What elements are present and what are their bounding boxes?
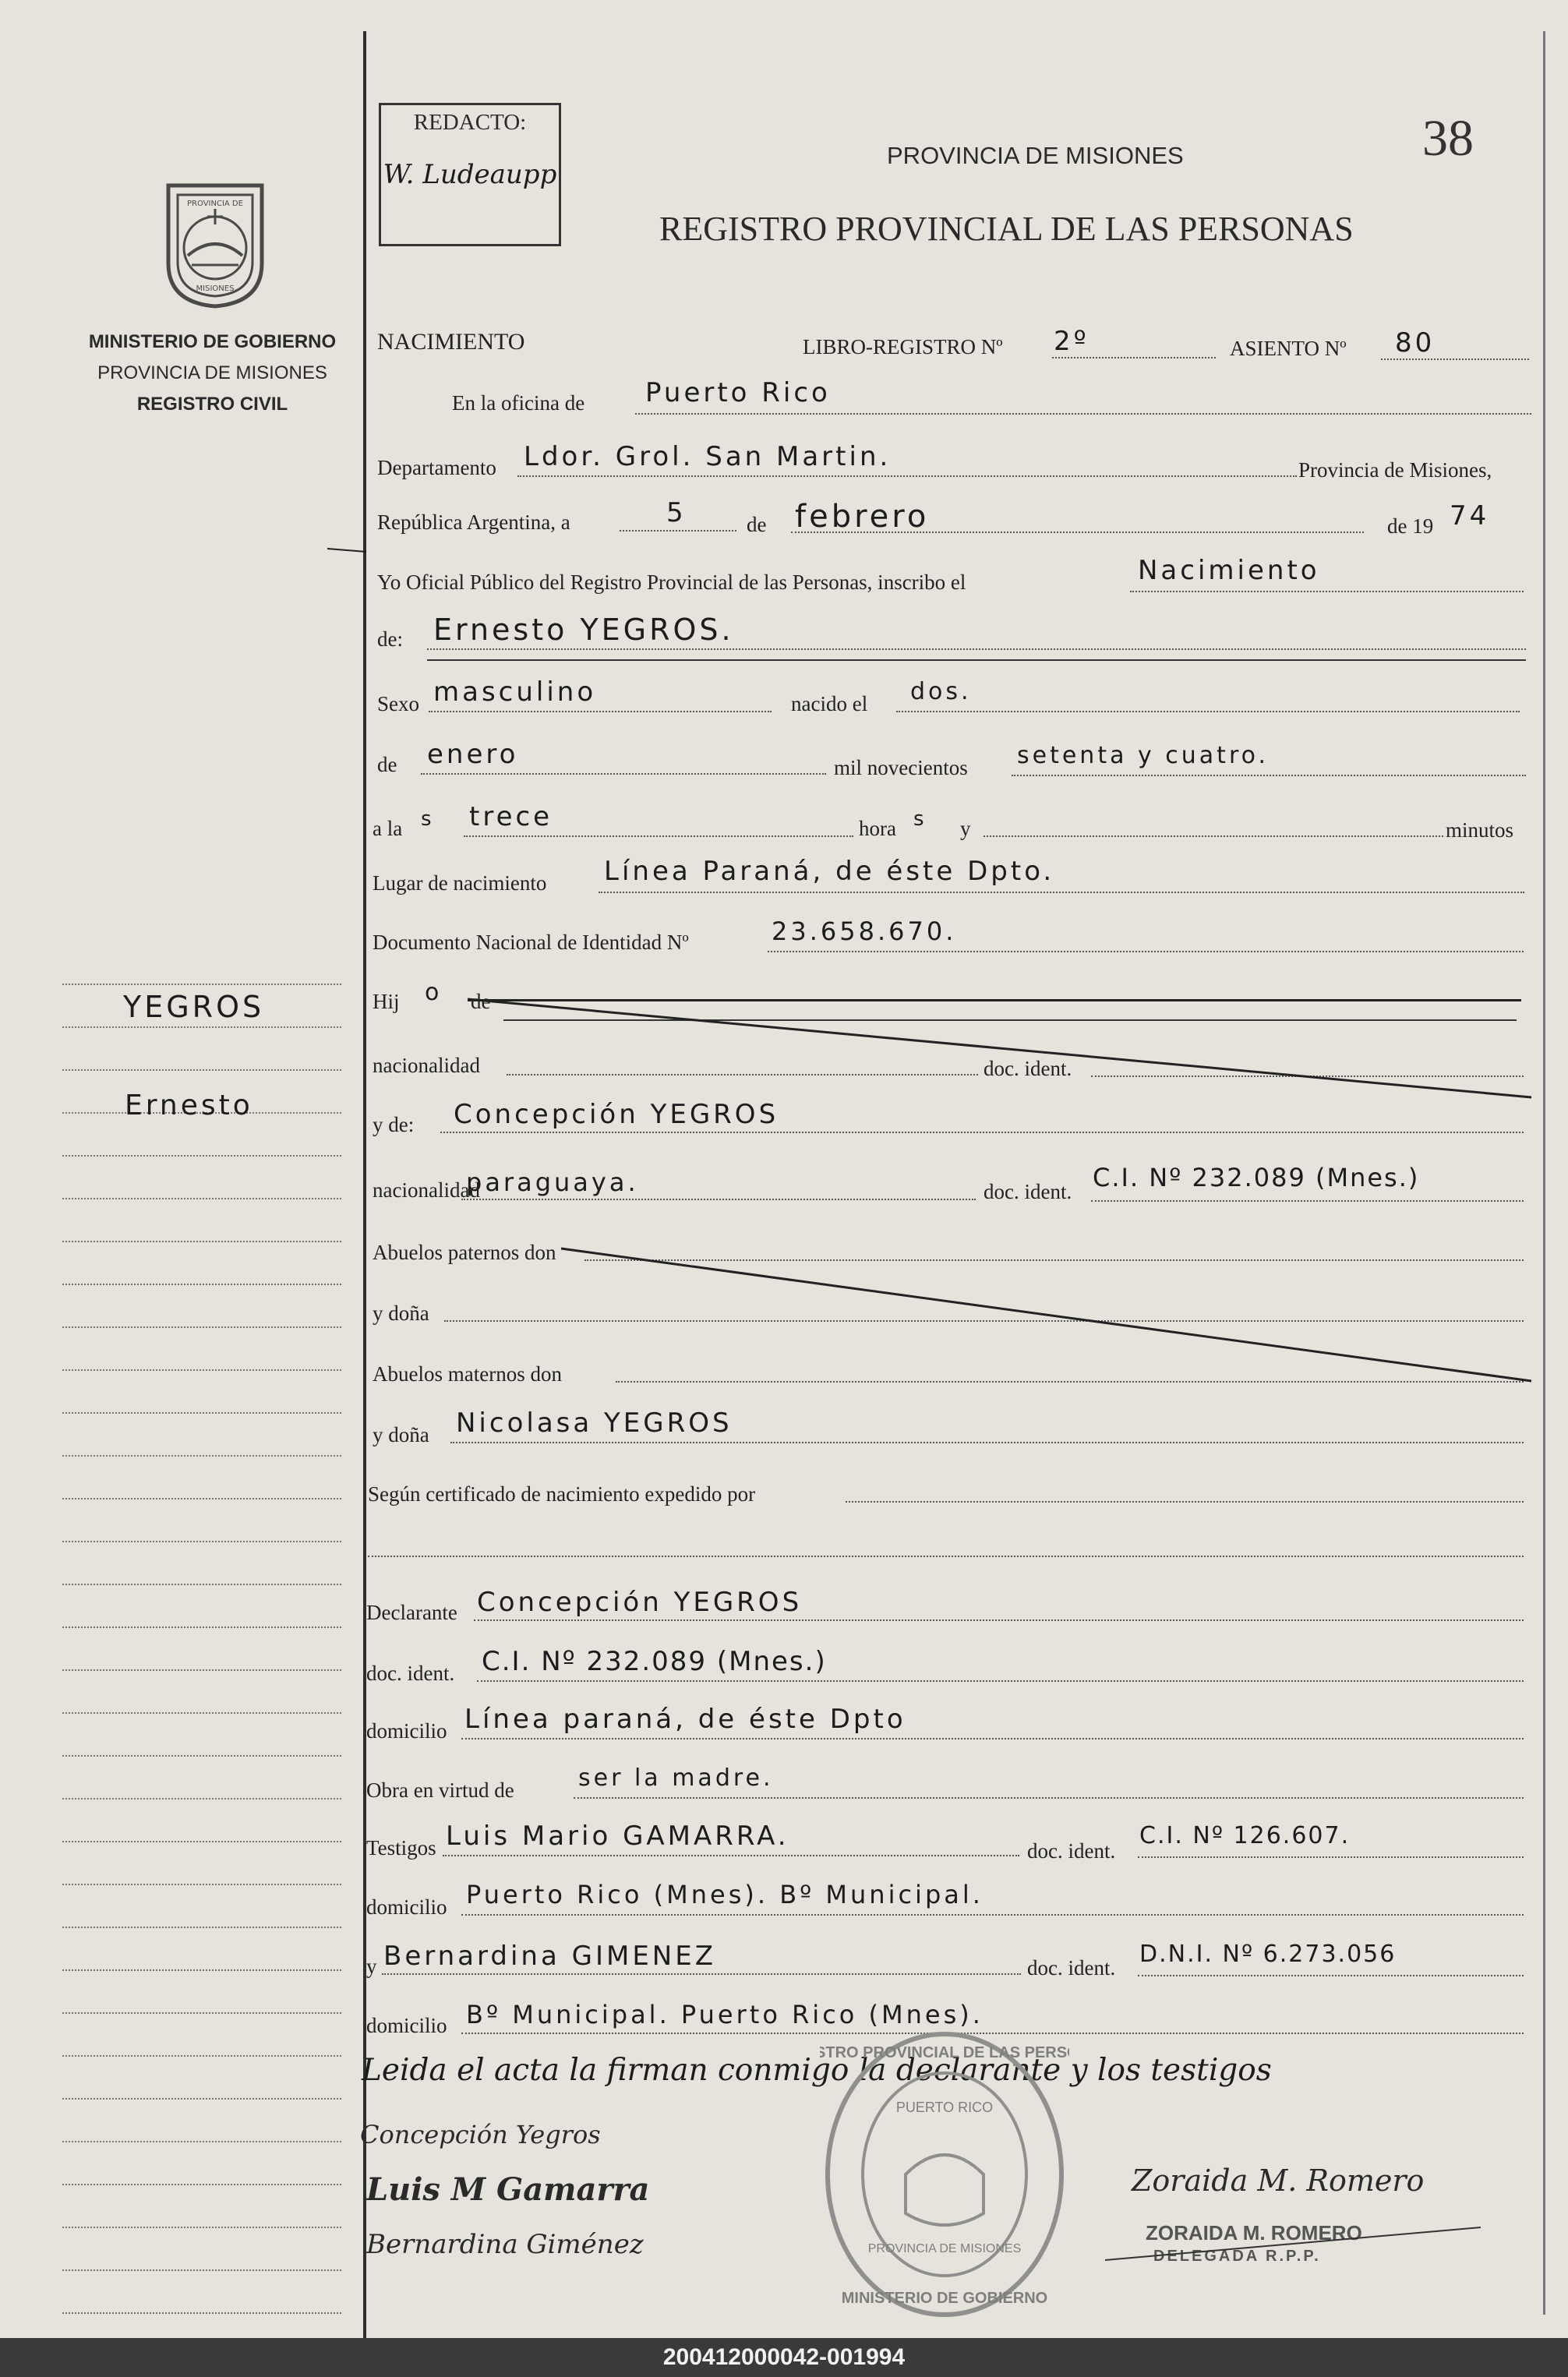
oficina-value: Puerto Rico [645, 377, 831, 408]
firma-testigo2: Bernardina Giménez [366, 2229, 644, 2260]
yde-label: y de: [373, 1113, 415, 1136]
lugar-value: Línea Paraná, de éste Dpto. [604, 856, 1055, 887]
declarante-label: Declarante [366, 1601, 457, 1624]
y-testigo-label: y [366, 1955, 377, 1978]
registry-title: REGISTRO PROVINCIAL DE LAS PERSONAS [659, 210, 1354, 248]
stamp-inner-top: PUERTO RICO [895, 2100, 994, 2115]
departamento-value: Ldor. Grol. San Martin. [524, 441, 892, 472]
civil-registry-label: REGISTRO CIVIL [136, 394, 288, 415]
doc-ident-label: doc. ident. [984, 1057, 1072, 1080]
redacto-signature: W. Ludeaupp [383, 159, 557, 190]
nacionalidad2-label: nacionalidad [373, 1178, 480, 1202]
doc-ident3-value: C.I. Nº 232.089 (Mnes.) [482, 1646, 827, 1677]
doc-ident2-value: C.I. Nº 232.089 (Mnes.) [1093, 1163, 1420, 1192]
firma-declarante: Concepción Yegros [360, 2120, 601, 2149]
anio-nac-value: setenta y cuatro. [1017, 742, 1269, 769]
nacionalidad2-value: paraguaya. [466, 1167, 639, 1197]
hij-value: o [425, 979, 443, 1006]
oficina-label: En la oficina de [452, 391, 585, 415]
mil-label: mil novecientos [834, 756, 968, 779]
inscribo-value: Nacimiento [1138, 555, 1320, 586]
mes-value: febrero [795, 499, 930, 535]
asiento-label: ASIENTO Nº [1230, 337, 1347, 360]
nacido-label: nacido el [791, 692, 868, 715]
obra-label: Obra en virtud de [366, 1778, 514, 1802]
testigo1-value: Luis Mario GAMARRA. [446, 1821, 789, 1852]
dni-label: Documento Nacional de Identidad Nº [373, 931, 689, 954]
oficial-cargo: DELEGADA R.P.P. [1153, 2248, 1321, 2265]
doc-ident2-label: doc. ident. [984, 1180, 1072, 1203]
seal-text-top: PROVINCIA DE [187, 200, 243, 208]
doc-ident4-label: doc. ident. [1027, 1839, 1116, 1863]
sexo-label: Sexo [377, 692, 419, 715]
doc-ident3-label: doc. ident. [366, 1662, 455, 1685]
redacto-label: REDACTO: [413, 110, 527, 135]
hij-de: de [471, 990, 491, 1013]
ministry-province-label: PROVINCIA DE MISIONES [97, 362, 327, 383]
libro-value: 2º [1054, 326, 1089, 357]
ala-value: s [421, 807, 435, 831]
margin-surname: YEGROS [123, 990, 265, 1024]
domicilio3-value: Bº Municipal. Puerto Rico (Mnes). [466, 2000, 984, 2029]
leida-text: Leida el acta la firman conmigo la declarante y los testigos [362, 2053, 1272, 2088]
declarante-value: Concepción YEGROS [477, 1587, 803, 1618]
margin-given-name: Ernesto [125, 1090, 253, 1121]
dni-value: 23.658.670. [772, 917, 957, 946]
asiento-value: 80 [1395, 327, 1436, 358]
de19-label: de 19 [1387, 514, 1434, 538]
mes-nac-value: enero [427, 739, 519, 770]
firma-oficial: Zoraida M. Romero [1132, 2163, 1425, 2198]
hora-value: trece [469, 801, 553, 832]
seal-text-bottom: MISIONES [196, 284, 235, 293]
minutos-label: minutos [1446, 818, 1514, 842]
doc-ident5-label: doc. ident. [1027, 1956, 1116, 1980]
hij-label: Hij [373, 990, 400, 1013]
de-label: de [747, 513, 767, 536]
domicilio1-label: domicilio [366, 1719, 447, 1743]
province-heading: PROVINCIA DE MISIONES [887, 142, 1184, 169]
anio-value: 74 [1450, 500, 1490, 532]
y-label: y [960, 817, 971, 840]
republica-label: República Argentina, a [377, 510, 570, 534]
nacionalidad-label: nacionalidad [373, 1054, 480, 1077]
departamento-label: Departamento [377, 456, 496, 479]
obra-value: ser la madre. [578, 1764, 774, 1792]
testigo2-value: Bernardina GIMENEZ [383, 1941, 717, 1972]
horas-label: hora [859, 817, 896, 840]
doc-ident5-value: D.N.I. Nº 6.273.056 [1139, 1941, 1397, 1968]
de-colon-label: de: [377, 627, 403, 651]
record-type-label: NACIMIENTO [377, 329, 525, 355]
dia-value: 5 [666, 497, 687, 528]
abuelos-paternos-label: Abuelos paternos don [373, 1241, 556, 1264]
ala-label: a la [373, 817, 403, 840]
lugar-label: Lugar de nacimiento [373, 871, 547, 895]
image-id-bar: 200412000042-001994 [0, 2338, 1568, 2377]
stamp-text-top: STRO PROVINCIAL DE LAS PERS [820, 2044, 1068, 2061]
stamp-inner-bottom: PROVINCIA DE MISIONES [867, 2242, 1022, 2255]
nacido-value: dos. [910, 678, 972, 705]
libro-label: LIBRO-REGISTRO Nº [803, 335, 1003, 358]
doc-ident4-value: C.I. Nº 126.607. [1139, 1822, 1351, 1849]
domicilio2-value: Puerto Rico (Mnes). Bº Municipal. [466, 1880, 984, 1909]
ydona2-label: y doña [373, 1423, 429, 1446]
domicilio1-value: Línea paraná, de éste Dpto [464, 1704, 906, 1735]
ministry-label: MINISTERIO DE GOBIERNO [88, 331, 337, 352]
de-mes-label: de [377, 753, 397, 776]
horas-suffix: s [913, 807, 927, 831]
stamp-text-bottom: MINISTERIO DE GOBIERNO [841, 2290, 1048, 2307]
abuela-materna-value: Nicolasa YEGROS [456, 1407, 733, 1439]
page-number: 38 [1422, 110, 1474, 167]
ydona1-label: y doña [373, 1302, 429, 1325]
oficial-text: Yo Oficial Público del Registro Provincial de las Personas, inscribo el [377, 570, 966, 594]
domicilio2-label: domicilio [366, 1895, 447, 1919]
firma-testigo1: Luis M Gamarra [366, 2171, 650, 2208]
madre-value: Concepción YEGROS [454, 1099, 779, 1130]
oficial-nombre: ZORAIDA M. ROMERO [1146, 2221, 1362, 2245]
abuelos-maternos-label: Abuelos maternos don [373, 1362, 562, 1386]
testigos-label: Testigos [366, 1836, 436, 1860]
provincia-suffix: Provincia de Misiones, [1298, 458, 1492, 482]
certificado-label: Según certificado de nacimiento expedido por [368, 1482, 756, 1506]
nombre-value: Ernesto YEGROS. [433, 613, 734, 647]
sexo-value: masculino [433, 676, 597, 708]
domicilio3-label: domicilio [366, 2014, 447, 2037]
